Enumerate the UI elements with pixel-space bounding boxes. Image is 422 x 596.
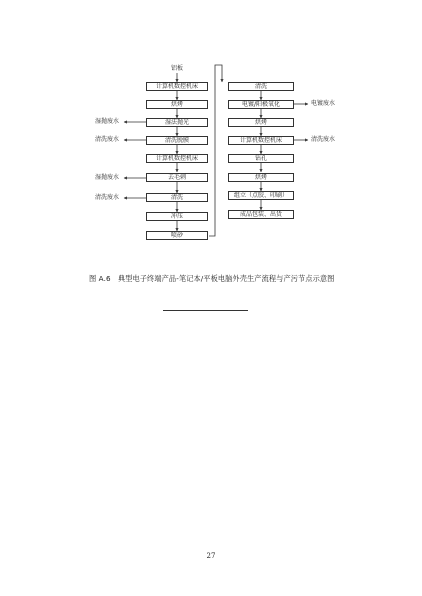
right-step-1-text: 清洗	[254, 82, 267, 90]
waste-label-cnc: 清洗废水	[311, 136, 336, 143]
left-step-7-text: 清洗	[170, 193, 183, 201]
left-step-1-text: 计算机数控机床	[155, 82, 198, 90]
left-step-4-text: 清洗脱膜	[164, 136, 189, 144]
waste-label-deburr: 湿抛废水	[95, 174, 120, 181]
left-step-1	[146, 82, 208, 91]
right-step-7-text: 组立（点胶、印刷）	[233, 191, 288, 199]
right-step-6	[228, 173, 294, 182]
left-step-6-text: 去毛刺	[167, 173, 186, 181]
left-step-9	[146, 231, 208, 240]
left-step-2-text: 烘烤	[170, 100, 183, 108]
waste-label-humid-polish: 湿抛废水	[95, 118, 120, 125]
left-step-5-text: 计算机数控机床	[155, 154, 198, 162]
right-step-1	[228, 82, 294, 91]
arrow-loop-to-right	[209, 65, 222, 236]
left-step-2	[146, 100, 208, 109]
left-step-4	[146, 136, 208, 145]
left-step-3	[146, 118, 208, 127]
right-step-3-text: 烘烤	[254, 118, 267, 126]
right-step-8-text: 成品包装、出货	[239, 210, 282, 218]
left-step-6	[146, 173, 208, 182]
right-step-5	[228, 154, 294, 163]
left-step-8-text: 冲压	[170, 212, 183, 220]
separator-rule	[163, 310, 248, 311]
right-step-7	[228, 191, 294, 200]
start-label: 铝板	[171, 65, 184, 72]
right-step-8	[228, 210, 294, 219]
right-step-4-text: 计算机数控机床	[239, 136, 282, 144]
page-number: 27	[206, 552, 216, 560]
waste-label-plating: 电镀废水	[311, 100, 336, 107]
figure-caption: 图 A.6 典型电子终端产品-笔记本/平板电脑外壳生产流程与产污节点示意图	[89, 274, 335, 283]
left-step-3-text: 湿法抛光	[164, 118, 189, 126]
right-step-4	[228, 136, 294, 145]
right-step-5-text: 钻孔	[254, 154, 267, 162]
left-step-5	[146, 154, 208, 163]
waste-label-wash-strip: 清洗废水	[95, 136, 120, 143]
left-step-9-text: 喷砂	[170, 231, 183, 239]
left-step-8	[146, 212, 208, 221]
right-step-2	[228, 100, 294, 109]
right-step-6-text: 烘烤	[254, 173, 267, 181]
right-step-3	[228, 118, 294, 127]
waste-label-wash: 清洗废水	[95, 194, 120, 201]
left-step-7	[146, 193, 208, 202]
right-step-2-text: 电镀/阳极氧化	[241, 100, 281, 108]
